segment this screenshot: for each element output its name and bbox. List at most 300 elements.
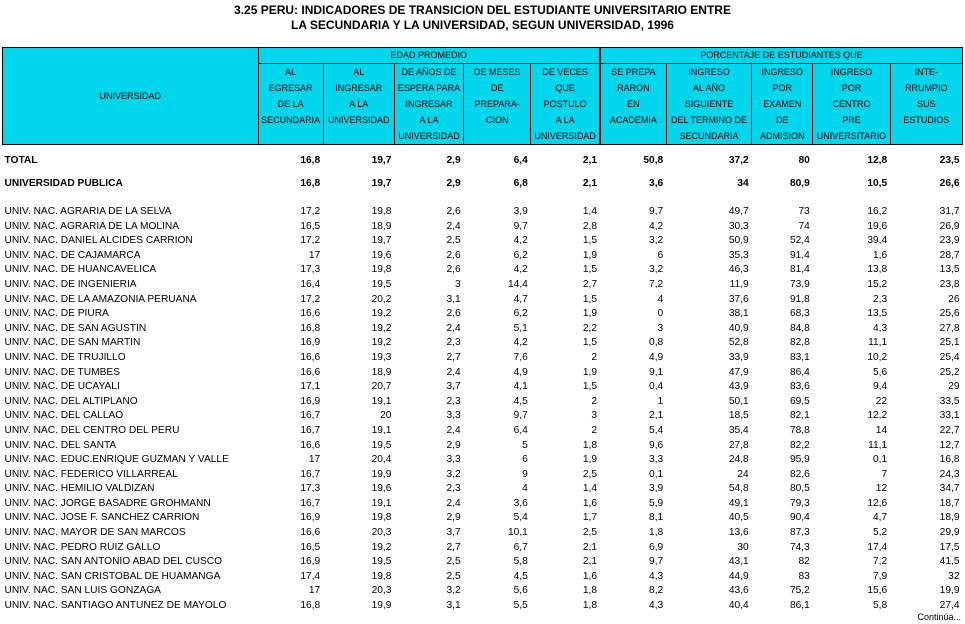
cell-value: 32 [948, 570, 960, 582]
table-row [3, 453, 963, 468]
cell-value: 24,8 [728, 454, 749, 466]
cell-value: 18,9 [371, 220, 392, 232]
cell-value: 39,4 [867, 235, 888, 247]
cell-value: 0 [657, 308, 664, 320]
cell-value: 2 [591, 351, 598, 363]
total-row [3, 145, 963, 173]
table-row [3, 497, 963, 512]
table-body [3, 145, 963, 614]
cell-value: 82,6 [789, 468, 810, 480]
cell-value: 12,8 [867, 155, 888, 166]
cell-value: 52,8 [728, 337, 749, 349]
cell-value: 2,4 [446, 497, 461, 509]
row-label: UNIV. NAC. AGRARIA DE LA SELVA [4, 206, 172, 217]
cell-value: 4,2 [513, 235, 528, 247]
cell-value: 31,7 [939, 206, 960, 217]
cell-value: 6 [522, 454, 528, 466]
col-header-line: EN [627, 99, 640, 109]
row-label: UNIV. NAC. DEL ALTIPLANO [4, 395, 138, 407]
cell-value: 23,5 [939, 155, 960, 166]
cell-value: 1,9 [582, 249, 598, 261]
cell-value: 91,4 [789, 249, 810, 261]
table-row [3, 293, 963, 308]
cell-value: 20,3 [371, 527, 392, 539]
cell-value: 80,5 [789, 483, 810, 495]
cell-value: 13,5 [867, 308, 888, 320]
cell-value: 9,7 [649, 556, 664, 568]
cell-value: 20,4 [371, 454, 392, 466]
col-header-line: PREPARA- [474, 99, 520, 109]
cell-value: 2,9 [446, 178, 461, 189]
cell-value: 23,8 [939, 278, 960, 290]
table-title-line2: LA SECUNDARIA Y LA UNIVERSIDAD, SEGUN UNIVERSIDAD, 1996 [291, 18, 674, 32]
cell-value: 13,6 [728, 527, 749, 539]
table-row [3, 511, 963, 526]
cell-value: 3,1 [446, 600, 461, 612]
col-header-line: UNIVERSIDAD [398, 131, 460, 141]
col-header-line: PRE [842, 115, 861, 125]
cell-value: 3,7 [446, 381, 461, 393]
cell-value: 8,2 [649, 585, 664, 597]
col-header-line: DE MESES [473, 67, 521, 77]
cell-value: 2,1 [582, 155, 598, 166]
cell-value: 30,3 [728, 220, 749, 232]
cell-value: 16,6 [300, 308, 321, 320]
col-header-line: DE [775, 115, 789, 125]
cell-value: 2,5 [446, 556, 461, 568]
table-row [3, 424, 963, 439]
col-header-line: ESPERA PARA [397, 83, 461, 93]
cell-value: 1,6 [872, 249, 888, 261]
cell-value: 16,6 [300, 351, 321, 363]
cell-value: 34 [737, 178, 749, 189]
cell-value: 16,6 [300, 366, 321, 378]
cell-value: 4,5 [513, 395, 528, 407]
cell-value: 19,9 [371, 468, 392, 480]
cell-value: 2,9 [446, 439, 461, 451]
table-row [3, 409, 963, 424]
cell-value: 22 [875, 395, 888, 407]
cell-value: 16,7 [300, 468, 321, 480]
col-header-line: ACADEMIA [609, 115, 657, 125]
row-label: UNIV. NAC. DEL CALLAO [4, 410, 124, 422]
cell-value: 14,4 [507, 278, 528, 290]
row-label: UNIV. NAC. SAN ANTONIO ABAD DEL CUSCO [4, 556, 223, 568]
cell-value: 5,8 [513, 556, 528, 568]
cell-value: 52,4 [789, 235, 810, 247]
table-row [3, 322, 963, 337]
cell-value: 37,2 [728, 155, 749, 166]
cell-value: 79,3 [789, 497, 810, 509]
cell-value: 16,7 [300, 410, 321, 422]
row-label: UNIV. NAC. DE LA AMAZONIA PERUANA [4, 293, 197, 305]
cell-value: 82,8 [789, 337, 810, 349]
cell-value: 80,9 [789, 178, 810, 189]
cell-value: 2,5 [582, 468, 598, 480]
cell-value: 3,3 [649, 454, 664, 466]
cell-value: 16,9 [300, 337, 321, 349]
col-header-line: RRUMPIO [905, 83, 948, 93]
cell-value: 82,2 [789, 439, 810, 451]
col-header-5 [531, 64, 600, 145]
cell-value: 50,9 [728, 235, 749, 247]
cell-value: 9 [522, 468, 528, 480]
cell-value: 1,7 [582, 512, 598, 524]
cell-value: 19,7 [371, 178, 392, 189]
col-header-line: INGRESO [761, 67, 803, 77]
cell-value: 13,5 [939, 264, 960, 276]
cell-value: 3 [657, 322, 664, 334]
cell-value: 16,9 [300, 556, 321, 568]
cell-value: 16,5 [300, 541, 321, 553]
cell-value: 2,1 [582, 178, 598, 189]
cell-value: 19,7 [371, 155, 392, 166]
cell-value: 4,3 [649, 570, 664, 582]
cell-value: 2,7 [446, 541, 461, 553]
col-header-line: INTE- [914, 67, 939, 77]
cell-value: 4,2 [513, 337, 528, 349]
col-header-7 [666, 64, 752, 145]
cell-value: 84,8 [789, 322, 810, 334]
cell-value: 18,9 [371, 366, 392, 378]
cell-value: 16,8 [300, 178, 321, 189]
table-row [3, 234, 963, 249]
col-header-line: DE VECES [542, 67, 588, 77]
cell-value: 33,9 [728, 351, 749, 363]
cell-value: 16,2 [867, 206, 888, 217]
cell-value: 20,2 [371, 293, 392, 305]
cell-value: 7,6 [513, 351, 528, 363]
cell-value: 1 [657, 395, 664, 407]
col-header-line: ADMISION [759, 131, 805, 141]
table-row [3, 468, 963, 483]
publica-row [3, 172, 963, 195]
col-header-line: INGRESAR [335, 83, 383, 93]
cell-value: 10,5 [867, 178, 888, 189]
cell-value: 75,2 [789, 585, 810, 597]
cell-value: 68,3 [789, 308, 810, 320]
cell-value: 5,1 [513, 322, 528, 334]
group-header-porcentaje: PORCENTAJE DE ESTUDIANTES QUE [600, 48, 962, 64]
cell-value: 4,1 [513, 381, 528, 393]
cell-value: 5,2 [872, 527, 888, 539]
cell-value: 30 [737, 541, 749, 553]
cell-value: 16,9 [300, 395, 321, 407]
cell-value: 2,1 [582, 556, 598, 568]
cell-value: 1,4 [582, 206, 598, 217]
cell-value: 1,8 [649, 527, 664, 539]
table-row [3, 395, 963, 410]
cell-value: 24 [737, 468, 749, 480]
cell-value: 19,5 [371, 439, 392, 451]
cell-value: 17,5 [939, 541, 960, 553]
cell-value: 2,5 [582, 527, 598, 539]
cell-value: 54,8 [728, 483, 749, 495]
cell-value: 8,1 [649, 512, 664, 524]
cell-value: 24,3 [939, 468, 960, 480]
cell-value: 27,4 [939, 600, 960, 612]
col-header-3 [394, 64, 463, 145]
cell-value: 0,4 [649, 381, 664, 393]
table-row [3, 584, 963, 599]
group-header-edad: EDAD PROMEDIO [258, 48, 600, 64]
cell-value: 47,9 [728, 366, 749, 378]
cell-value: 25,2 [939, 366, 960, 378]
cell-value: 86,4 [789, 366, 810, 378]
cell-value: 4,9 [513, 366, 528, 378]
cell-value: 41,5 [939, 556, 960, 568]
cell-value: 19,8 [371, 264, 392, 276]
cell-value: 23,9 [939, 235, 960, 247]
cell-value: 81,4 [789, 264, 810, 276]
cell-value: 29 [948, 381, 960, 393]
cell-value: 34,7 [939, 483, 960, 495]
cell-value: 17,2 [300, 293, 321, 305]
cell-value: 18,9 [939, 512, 960, 524]
cell-value: 1,5 [582, 337, 598, 349]
cell-value: 43,1 [728, 556, 749, 568]
row-label: UNIV. NAC. SANTIAGO ANTUNEZ DE MAYOLO [4, 600, 227, 612]
cell-value: 25,1 [939, 337, 960, 349]
cell-value: 4,2 [649, 220, 664, 232]
cell-value: 35,4 [728, 424, 749, 436]
cell-value: 19,2 [371, 322, 392, 334]
cell-value: 19,1 [371, 497, 392, 509]
table-title-line1: 3.25 PERU: INDICADORES DE TRANSICION DEL ESTUDIANTE UNIVERSITARIO ENTRE [234, 3, 731, 17]
col-header-2 [323, 64, 394, 145]
cell-value: 11,1 [868, 337, 888, 349]
table-row [3, 205, 963, 220]
table-row [3, 336, 963, 351]
cell-value: 3,7 [446, 527, 461, 539]
cell-value: 18,7 [939, 497, 960, 509]
table-row [3, 555, 963, 570]
cell-value: 5,9 [649, 497, 664, 509]
col-header-line: CENTRO [832, 99, 871, 109]
cell-value: 17 [308, 249, 321, 261]
cell-value: 17 [308, 454, 321, 466]
cell-value: 16,8 [300, 600, 321, 612]
cell-value: 69,5 [789, 395, 810, 407]
cell-value: 0,8 [649, 337, 664, 349]
col-header-line: SIGUIENTE [684, 99, 734, 109]
spacer-row [3, 195, 963, 205]
cell-value: 27,8 [939, 322, 960, 334]
cell-value: 83,1 [789, 351, 810, 363]
col-header-line: DEL TERMINO DE [670, 115, 747, 125]
cell-value: 16,6 [300, 527, 321, 539]
cell-value: 2,3 [872, 293, 888, 305]
cell-value: 9,4 [872, 381, 888, 393]
cell-value: 3,2 [649, 235, 664, 247]
cell-value: 6 [657, 249, 664, 261]
cell-value: 16,5 [300, 220, 321, 232]
col-header-line: INGRESO [688, 67, 730, 77]
table-row [3, 439, 963, 454]
cell-value: 22,7 [939, 424, 960, 436]
table-row [3, 570, 963, 585]
cell-value: 19,3 [371, 351, 392, 363]
cell-value: 0,1 [649, 468, 664, 480]
cell-value: 1,8 [582, 439, 598, 451]
cell-value: 17,4 [867, 541, 888, 553]
cell-value: 19,1 [371, 395, 392, 407]
cell-value: 83 [798, 570, 810, 582]
table-row [3, 351, 963, 366]
cell-value: 17,3 [300, 483, 321, 495]
cell-value: 1,8 [582, 600, 598, 612]
col-header-line: SE PREPA [611, 67, 656, 77]
cell-value: 16,4 [300, 278, 321, 290]
cell-value: 44,9 [728, 570, 749, 582]
cell-value: 19,1 [371, 424, 392, 436]
col-header-line: UNIVERSIDAD [328, 115, 390, 125]
cell-value: 26 [948, 293, 960, 305]
cell-value: 4,5 [513, 570, 528, 582]
cell-value: 16,6 [300, 439, 321, 451]
cell-value: 3,9 [649, 483, 664, 495]
cell-value: 33,5 [939, 395, 960, 407]
col-header-line: SECUNDARIA [679, 131, 739, 141]
cell-value: 0,1 [872, 454, 888, 466]
cell-value: 12,7 [939, 439, 960, 451]
row-label: UNIV. NAC. DE HUANCAVELICA [4, 264, 157, 276]
cell-value: 2,4 [446, 322, 461, 334]
cell-value: 5,4 [513, 512, 528, 524]
col-header-line: INGRESAR [405, 99, 453, 109]
cell-value: 1,5 [582, 235, 598, 247]
col-header-line: EGRESAR [268, 83, 313, 93]
cell-value: 2,8 [582, 220, 598, 232]
cell-value: 4,9 [649, 351, 664, 363]
cell-value: 2,5 [446, 570, 461, 582]
row-label: UNIV. NAC. DE PIURA [4, 308, 109, 320]
cell-value: 13,8 [867, 264, 888, 276]
cell-value: 20,7 [371, 381, 392, 393]
col-header-9 [813, 64, 890, 145]
row-label: UNIV. NAC. DEL SANTA [4, 439, 117, 451]
cell-value: 40,5 [728, 512, 749, 524]
cell-value: 28,7 [939, 249, 960, 261]
cell-value: 16,7 [300, 424, 321, 436]
row-label: UNIV. NAC. DEL CENTRO DEL PERU [4, 424, 180, 436]
cell-value: 19,6 [371, 483, 392, 495]
cell-value: 91,8 [789, 293, 810, 305]
cell-value: 2 [591, 424, 598, 436]
cell-value: 5 [522, 439, 528, 451]
col-header-line: UNIVERSIDAD [534, 131, 596, 141]
cell-value: 5,4 [649, 424, 664, 436]
cell-value: 4,2 [513, 264, 528, 276]
cell-value: 9,6 [649, 439, 664, 451]
cell-value: 50,1 [728, 395, 749, 407]
row-label: UNIV. NAC. DANIEL ALCIDES CARRION [4, 235, 193, 247]
cell-value: 43,6 [728, 585, 749, 597]
table-row [3, 482, 963, 497]
cell-value: 3,6 [513, 497, 528, 509]
cell-value: 86,1 [789, 600, 810, 612]
cell-value: 4,3 [872, 322, 888, 334]
cell-value: 2,3 [446, 395, 461, 407]
cell-value: 9,7 [513, 410, 528, 422]
cell-value: 16,7 [300, 497, 321, 509]
cell-value: 83,6 [789, 381, 810, 393]
cell-value: 19,6 [867, 220, 888, 232]
row-label: UNIV. NAC. DE SAN AGUSTIN [4, 322, 147, 334]
table-row [3, 249, 963, 264]
data-table [2, 47, 963, 614]
cell-value: 9,1 [649, 366, 664, 378]
row-label: UNIV. NAC. DE INGENIERIA [4, 278, 137, 290]
cell-value: 16,8 [939, 454, 960, 466]
cell-value: 3,6 [649, 178, 664, 189]
col-header-line: CION [485, 115, 509, 125]
cell-value: 1,5 [582, 381, 598, 393]
cell-value: 2,7 [582, 278, 598, 290]
cell-value: 19,8 [371, 512, 392, 524]
cell-value: 1,5 [582, 293, 598, 305]
row-label: UNIV. NAC. SAN CRISTOBAL DE HUAMANGA [4, 570, 221, 582]
col-header-line: A LA [349, 99, 369, 109]
col-header-line: A LA [419, 115, 439, 125]
cell-value: 50,8 [643, 155, 664, 166]
col-header-line: DE [490, 83, 504, 93]
cell-value: 12 [875, 483, 888, 495]
row-label: UNIV. NAC. FEDERICO VILLARREAL [4, 468, 178, 480]
cell-value: 2,6 [446, 249, 461, 261]
cell-value: 5,6 [872, 366, 888, 378]
cell-value: 3,1 [446, 293, 461, 305]
cell-value: 4 [522, 483, 528, 495]
cell-value: 14 [875, 424, 888, 436]
cell-value: 17,2 [300, 206, 321, 217]
row-label: UNIV. NAC. DE TRUJILLO [4, 351, 126, 363]
cell-value: 2,6 [446, 206, 461, 217]
cell-value: 95,9 [789, 454, 810, 466]
cell-value: 19,9 [939, 585, 960, 597]
cell-value: 26,6 [939, 178, 960, 189]
col-header-line: EXAMEN [763, 99, 802, 109]
cell-value: 3 [591, 410, 598, 422]
cell-value: 2,9 [446, 155, 461, 166]
cell-value: 2,1 [582, 541, 598, 553]
col-header-line: QUE [555, 83, 575, 93]
cell-value: 49,1 [728, 497, 749, 509]
cell-value: 20 [380, 410, 392, 422]
cell-value: 19,2 [371, 308, 392, 320]
cell-value: 19,6 [371, 249, 392, 261]
row-label: TOTAL [4, 155, 38, 166]
cell-value: 2,6 [446, 308, 461, 320]
col-header-line: AL [285, 67, 297, 77]
cell-value: 6,9 [649, 541, 664, 553]
cell-value: 46,3 [728, 264, 749, 276]
cell-value: 19,9 [371, 600, 392, 612]
row-label: UNIV. NAC. DE CAJAMARCA [4, 249, 141, 261]
cell-value: 19,7 [371, 235, 392, 247]
table-header [3, 48, 963, 145]
cell-value: 3,2 [446, 585, 461, 597]
cell-value: 2 [591, 395, 598, 407]
col-header-line: POSTULO [543, 99, 587, 109]
cell-value: 11,9 [729, 278, 749, 290]
cell-value: 9,7 [649, 206, 664, 217]
row-label: UNIV. NAC. SAN LUIS GONZAGA [4, 585, 161, 597]
cell-value: 6,7 [513, 541, 528, 553]
cell-value: 4,7 [513, 293, 528, 305]
cell-value: 90,4 [789, 512, 810, 524]
cell-value: 16,9 [300, 512, 321, 524]
